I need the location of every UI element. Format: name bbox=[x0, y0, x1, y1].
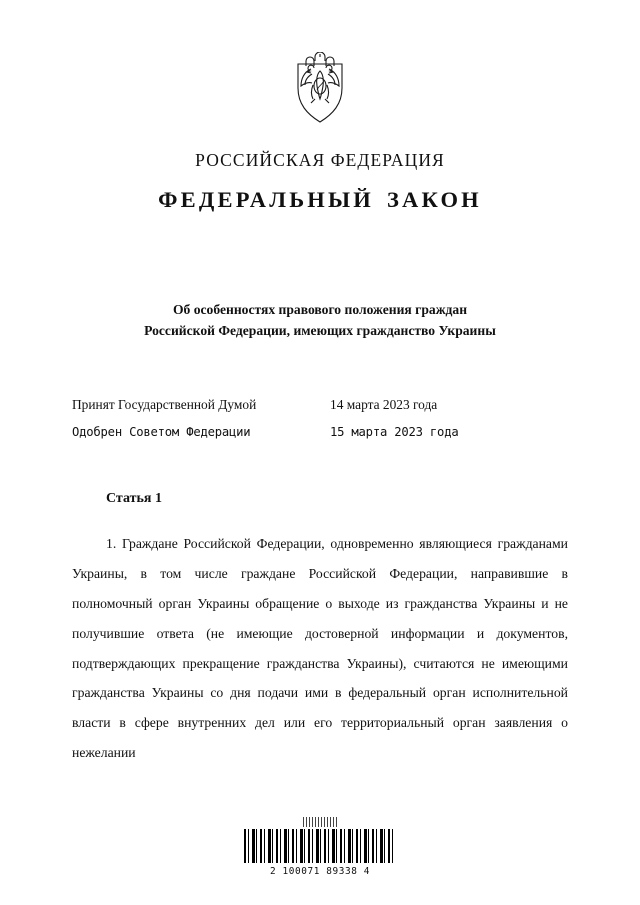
adoption-block bbox=[72, 397, 568, 439]
law-subject-line-1: Об особенностях правового положения граждан bbox=[172, 302, 468, 317]
law-subject-line-2: Российской Федерации, имеющих гражданство Украины bbox=[144, 323, 496, 339]
barcode-icon bbox=[244, 829, 396, 863]
barcode-marker-icon bbox=[303, 817, 337, 827]
article-paragraph: 1. Граждане Российской Федерации, одновременно являющиеся гражданами Украины, в том числе граждане Российской Федерации, направившие в полномочный орган Украины обращение о выходе из гражданства Украины и не получившие ответа (не имеющие достоверной информации и документов, подтверждающих прекращение гражданства Украины), считаются не имеющими гражданства Украины со дня подачи ими в федеральный орган исполнительной власти в сфере внутренних дел или его территориальный орган заявления о нежелании bbox=[72, 536, 568, 761]
barcode-number: 2 100071 89338 4 bbox=[270, 866, 370, 877]
article-heading: Статья 1 bbox=[106, 491, 162, 507]
adoption-label-council: Одобрен Советом Федерации bbox=[72, 425, 251, 440]
emblem-container bbox=[72, 0, 568, 124]
adoption-date-duma: 14 марта 2023 года bbox=[330, 397, 438, 413]
law-type-heading bbox=[72, 187, 568, 213]
country-heading: РОССИЙСКАЯ ФЕДЕРАЦИЯ bbox=[195, 150, 445, 170]
barcode-area bbox=[0, 817, 640, 877]
adoption-row-council bbox=[72, 425, 568, 439]
law-word-federal: ФЕДЕРАЛЬНЫЙ bbox=[158, 187, 374, 212]
adoption-row-duma bbox=[72, 397, 568, 413]
adoption-label-duma: Принят Государственной Думой bbox=[72, 397, 257, 413]
law-word-law: ЗАКОН bbox=[386, 187, 482, 212]
russian-coat-of-arms-icon bbox=[289, 52, 351, 124]
law-subject bbox=[72, 299, 568, 341]
adoption-date-council: 15 марта 2023 года bbox=[330, 425, 459, 440]
